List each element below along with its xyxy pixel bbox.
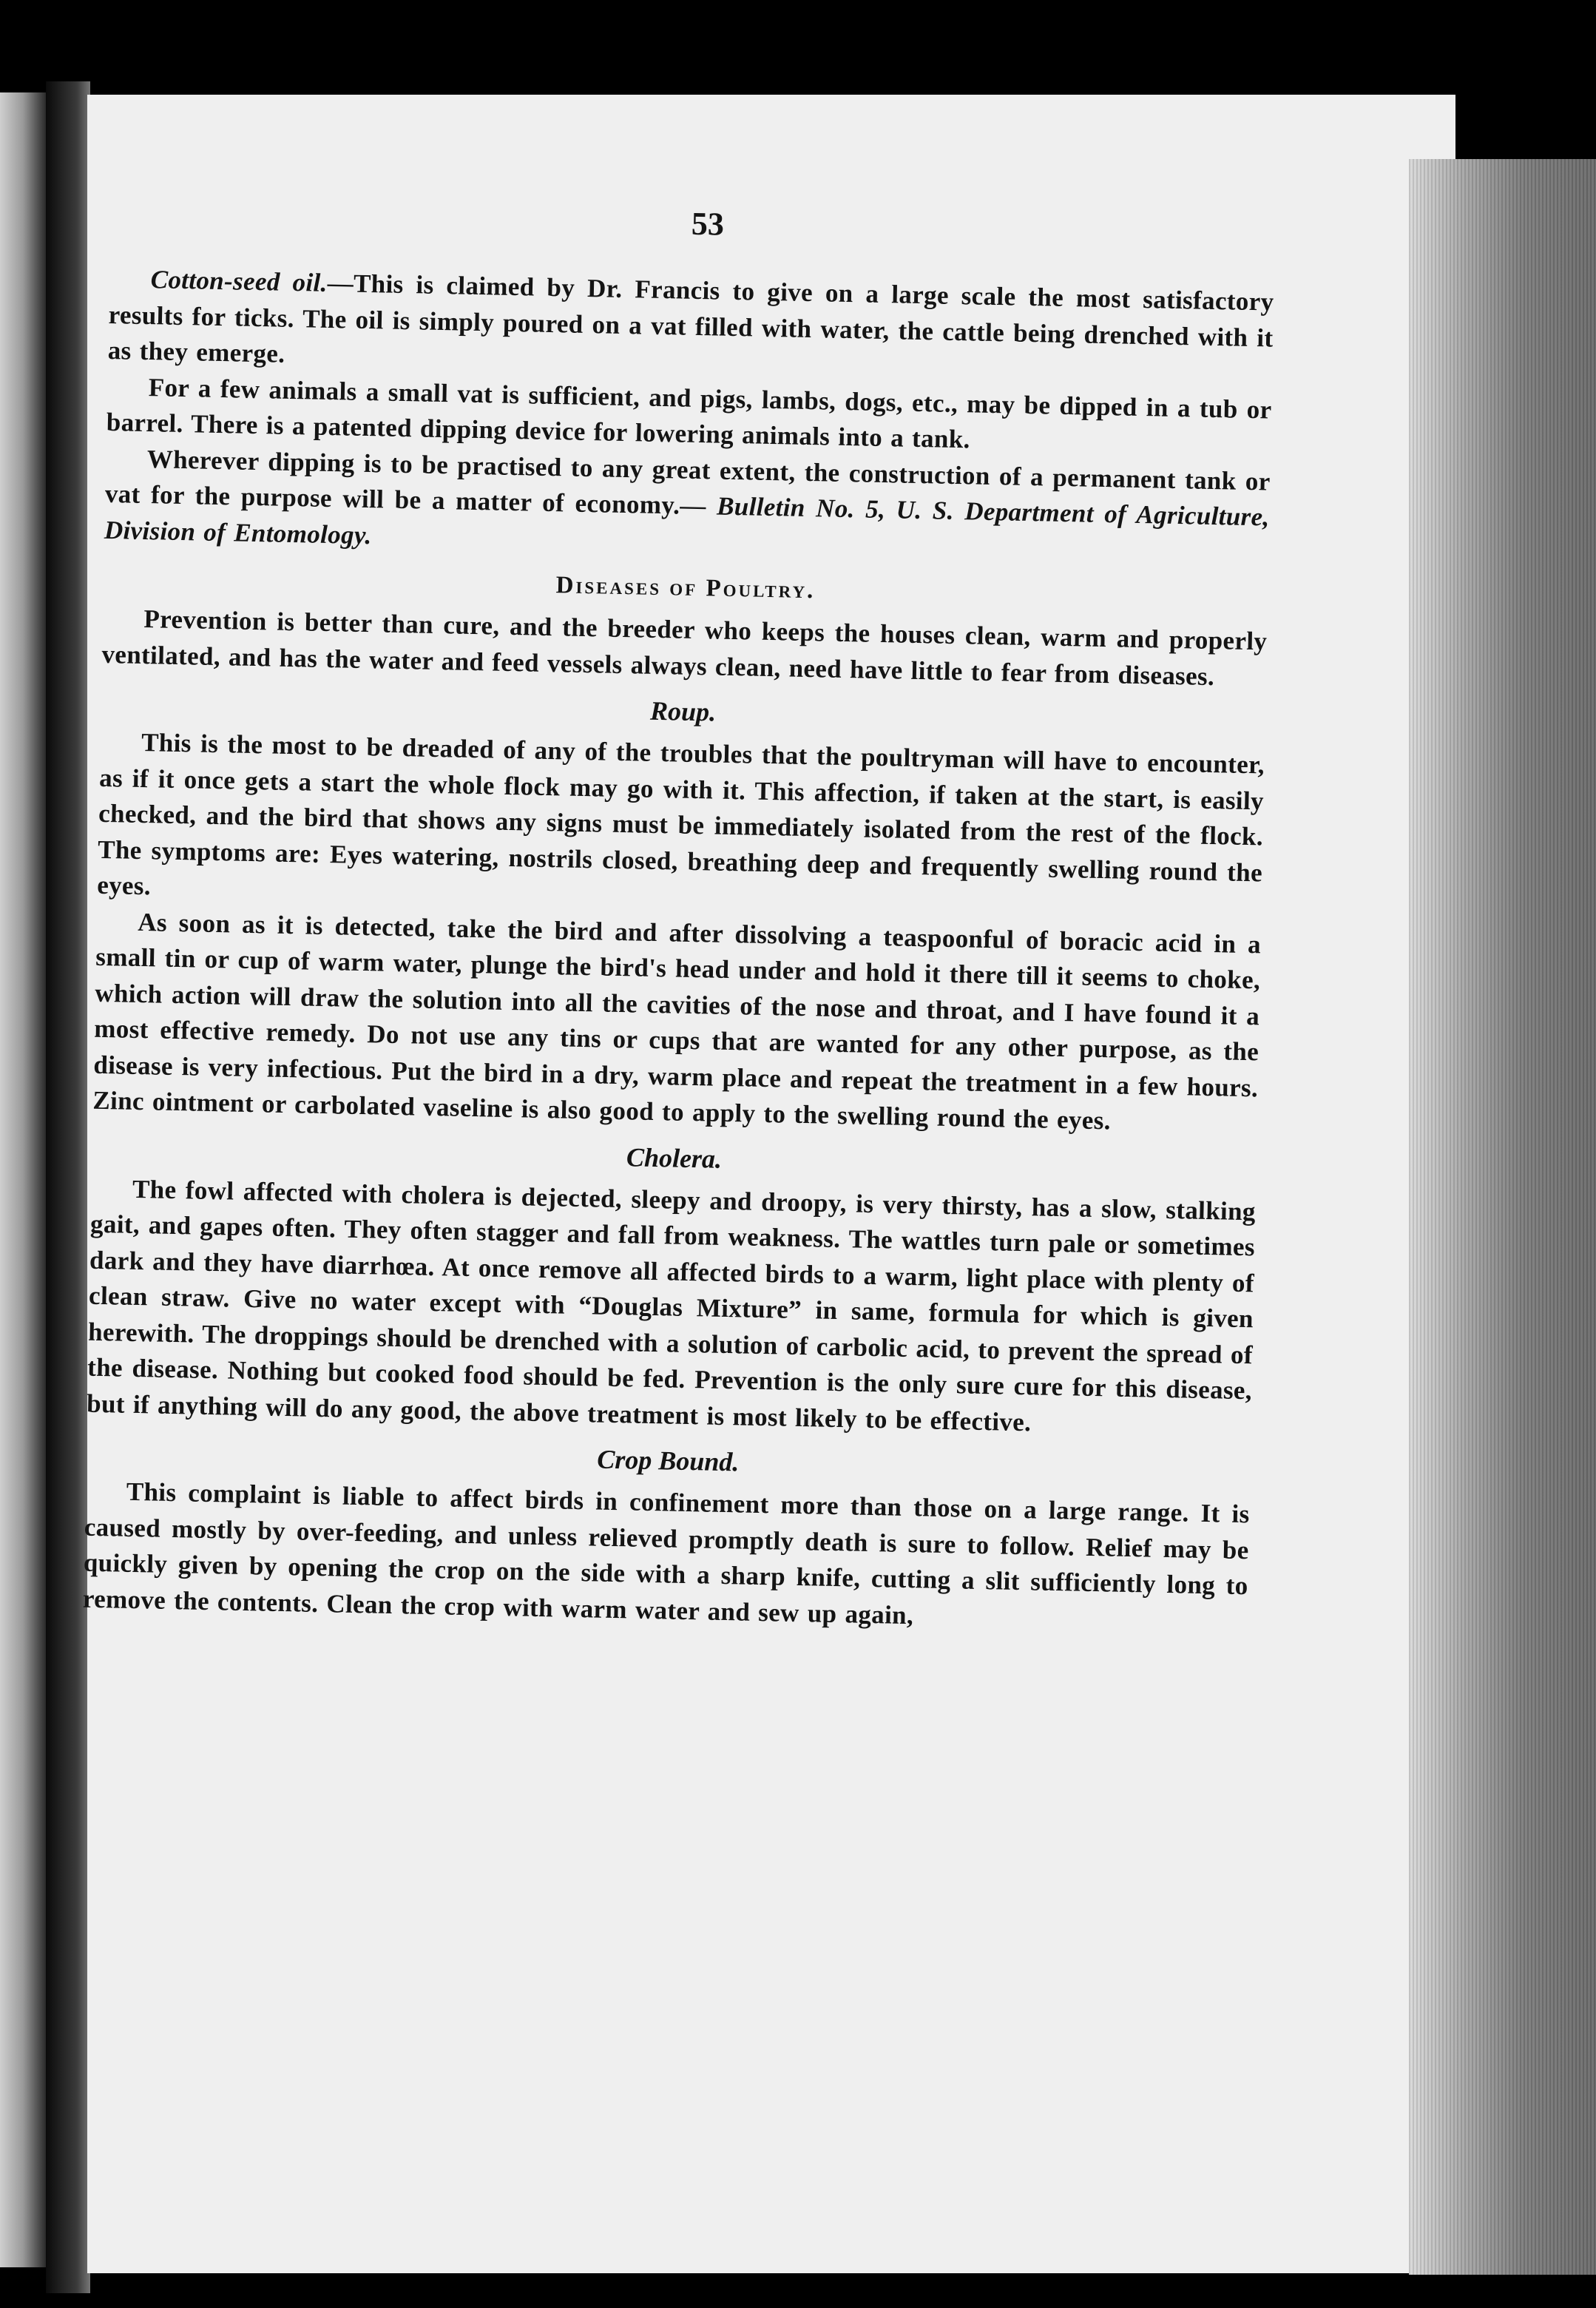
small-animals-paragraph: For a few animals a small vat is sufficient, and pigs, lambs, dogs, etc., may be dipped in a tub or barrel. There is a patented dipping device for lowering animals into a tank. — [106, 372, 1272, 454]
page-stack-edge — [1409, 159, 1596, 2275]
dipping-paragraph — [104, 440, 1271, 571]
cotton-seed-text: —This is claimed by Dr. Francis to give on a large scale the most satisfactory results for ticks. The oil is simply poured on a vat filled with water, the cattle being drenched with it as they emerge. — [107, 268, 1274, 368]
crop-bound-paragraph: This complaint is liable to affect birds in confinement more than those on a large range. It is caused mostly by over-feeding, and unless relieved promptly death is sure to follow. Relief may be quickly given by opening the crop on the side with a sharp knife, cutting a slit sufficiently long to remove the contents. Clean the crop with warm water and sew up again, — [82, 1477, 1250, 1630]
dipping-text: Wherever dipping is to be practised to any great extent, the construction of a permanent tank or vat for the purpose will be a matter of economy.— — [104, 444, 1271, 521]
left-page-edge — [0, 92, 46, 2267]
book-gutter — [46, 81, 90, 2293]
roup-heading: Roup. — [649, 695, 717, 727]
cholera-paragraph: The fowl affected with cholera is dejected, sleepy and droopy, is very thirsty, has a slow, stalking gait, and gapes often. They often stagger and fall from weakness. The wattles turn pale or sometimes dark and they have diarrhœa. At once remove all affected birds to a warm, light place with plenty of clean straw. Give no water except with “Douglas Mixture” in same, formula for which is given herewith. The droppings should be drenched with a solution of carbolic acid, to prevent the spread of the disease. Nothing but cooked food should be fed. Prevention is the only sure cure for this disease, but if anything will do any good, the above treatment is most likely to be effective. — [86, 1174, 1257, 1437]
roup-paragraph-2: As soon as it is detected, take the bird and after dissolving a teaspoonful of boracic acid in a small tin or cup of warm water, plunge the bird's head under and hold it there till it seems to choke, which action will draw the solution into all the cavities of the nose and throat, and I have found it a most effective remedy. Do not use any tins or cups that are wanted for any other purpose, as the disease is very infectious. Put the bird in a dry, warm place and repeat the treatment in a few hours. Zinc ointment or carbolated vaseline is also good to apply to the swelling round the eyes. — [92, 907, 1262, 1136]
page-number: 53 — [691, 205, 725, 243]
bulletin-citation: Bulletin No. 5, U. S. Department of Agriculture, Division of Entomology. — [104, 491, 1270, 550]
prevention-paragraph: Prevention is better than cure, and the breeder who keeps the houses clean, warm and properly ventilated, and has the water and feed vessels always clean, need have little to fear from diseases. — [101, 604, 1268, 691]
page-content — [82, 196, 1275, 1640]
diseases-of-poultry-heading: Diseases of Poultry. — [555, 572, 816, 604]
cotton-seed-lead: Cotton-seed oil. — [150, 265, 328, 297]
roup-paragraph-1: This is the most to be dreaded of any of the troubles that the poultryman will have to encounter, as if it once gets a start the whole flock may go with it. This affection, if taken at the start, is easily checked, and the bird that shows any signs must be immediately isolated from the rest of the flock. The symptoms are: Eyes watering, nostrils closed, breathing deep and frequently swelling round the eyes. — [96, 727, 1265, 901]
crop-bound-heading: Crop Bound. — [596, 1444, 740, 1477]
cholera-heading: Cholera. — [626, 1141, 723, 1174]
